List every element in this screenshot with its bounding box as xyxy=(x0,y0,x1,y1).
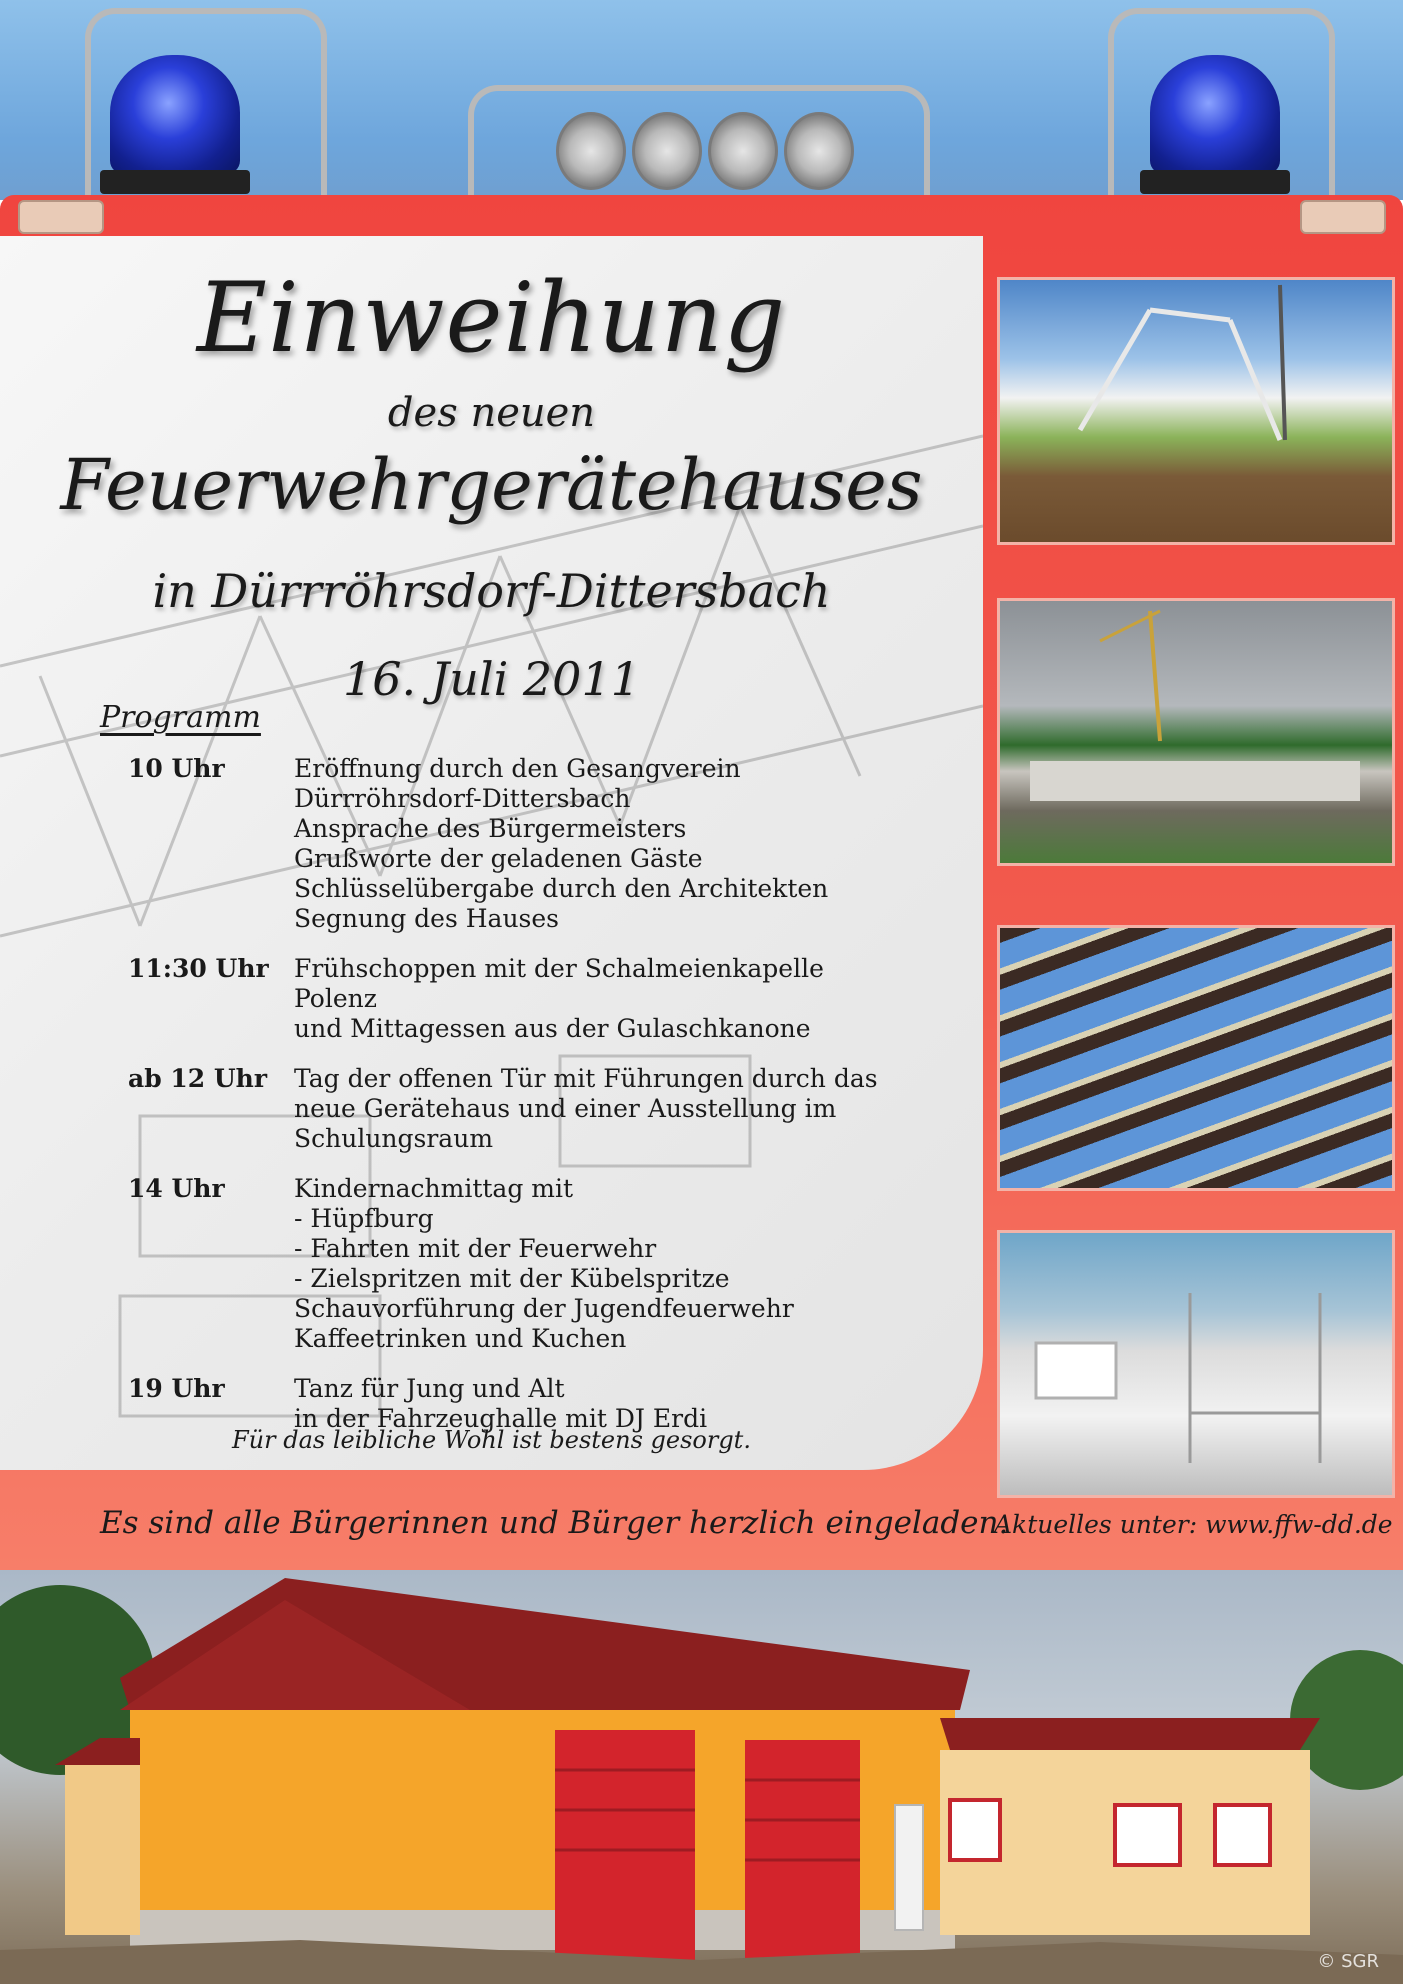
schedule-time: 10 Uhr xyxy=(128,754,225,783)
schedule-row xyxy=(128,954,908,1044)
schedule-row xyxy=(128,1064,908,1154)
spotlight-icon xyxy=(556,112,626,190)
blue-beacon-right-icon xyxy=(1150,55,1280,175)
construction-photo-interior xyxy=(997,1230,1395,1498)
catering-note: Für das leibliche Wohl ist bestens gesorgt. xyxy=(232,1426,751,1454)
headline-building: Feuerwehrgerätehauses xyxy=(60,444,923,526)
construction-photo-roof-beams xyxy=(997,925,1395,1191)
schedule-description: Tanz für Jung und Alt in der Fahrzeughalle mit DJ Erdi xyxy=(294,1374,708,1433)
program-heading: Programm xyxy=(100,700,261,735)
spotlight-icon xyxy=(632,112,702,190)
spotlight-icon xyxy=(708,112,778,190)
schedule-time: 19 Uhr xyxy=(128,1374,225,1403)
schedule-row xyxy=(128,1374,908,1434)
schedule-description: Frühschoppen mit der Schalmeienkapelle Polenz und Mittagessen aus der Gulaschkanone xyxy=(294,954,824,1043)
beacon-base-right xyxy=(1140,170,1290,194)
schedule-time: 14 Uhr xyxy=(128,1174,225,1203)
schedule-description: Eröffnung durch den Gesangverein Dürrröhrsdorf-Dittersbach Ansprache des Bürgermeisters Grußworte der geladenen Gäste Schlüsselübergabe durch den Architekten Segnung des Hauses xyxy=(294,754,829,933)
schedule-description: Kindernachmittag mit - Hüpfburg - Fahrten mit der Feuerwehr - Zielspritzen mit der Kübelspritze Schauvorführung der Jugendfeuerwehr Kaffeetrinken und Kuchen xyxy=(294,1174,794,1353)
mount-bracket-right xyxy=(1300,200,1386,234)
beacon-base-left xyxy=(100,170,250,194)
schedule-row xyxy=(128,1174,908,1354)
schedule-description: Tag der offenen Tür mit Führungen durch das neue Gerätehaus und einer Ausstellung im Schulungsraum xyxy=(294,1064,878,1153)
schedule-row xyxy=(128,754,908,934)
headline-title: Einweihung xyxy=(196,262,787,374)
construction-photo-crane xyxy=(997,277,1395,545)
schedule-time: 11:30 Uhr xyxy=(128,954,269,983)
invitation-line: Es sind alle Bürgerinnen und Bürger herzlich eingeladen. xyxy=(100,1505,1009,1541)
blue-beacon-left-icon xyxy=(110,55,240,175)
website-line: Aktuelles unter: www.ffw-dd.de xyxy=(994,1510,1393,1539)
fire-station-photo xyxy=(0,1570,1403,1984)
mount-bracket-left xyxy=(18,200,104,234)
photo-credit: © SGR xyxy=(1317,1951,1379,1972)
event-date: 16. Juli 2011 xyxy=(343,652,640,706)
schedule-time: ab 12 Uhr xyxy=(128,1064,268,1093)
headline-subtitle: des neuen xyxy=(387,390,596,436)
headline-location: in Dürrröhrsdorf-Dittersbach xyxy=(152,564,831,618)
spotlight-icon xyxy=(784,112,854,190)
construction-photo-foundation xyxy=(997,598,1395,866)
program-schedule xyxy=(128,754,908,1454)
